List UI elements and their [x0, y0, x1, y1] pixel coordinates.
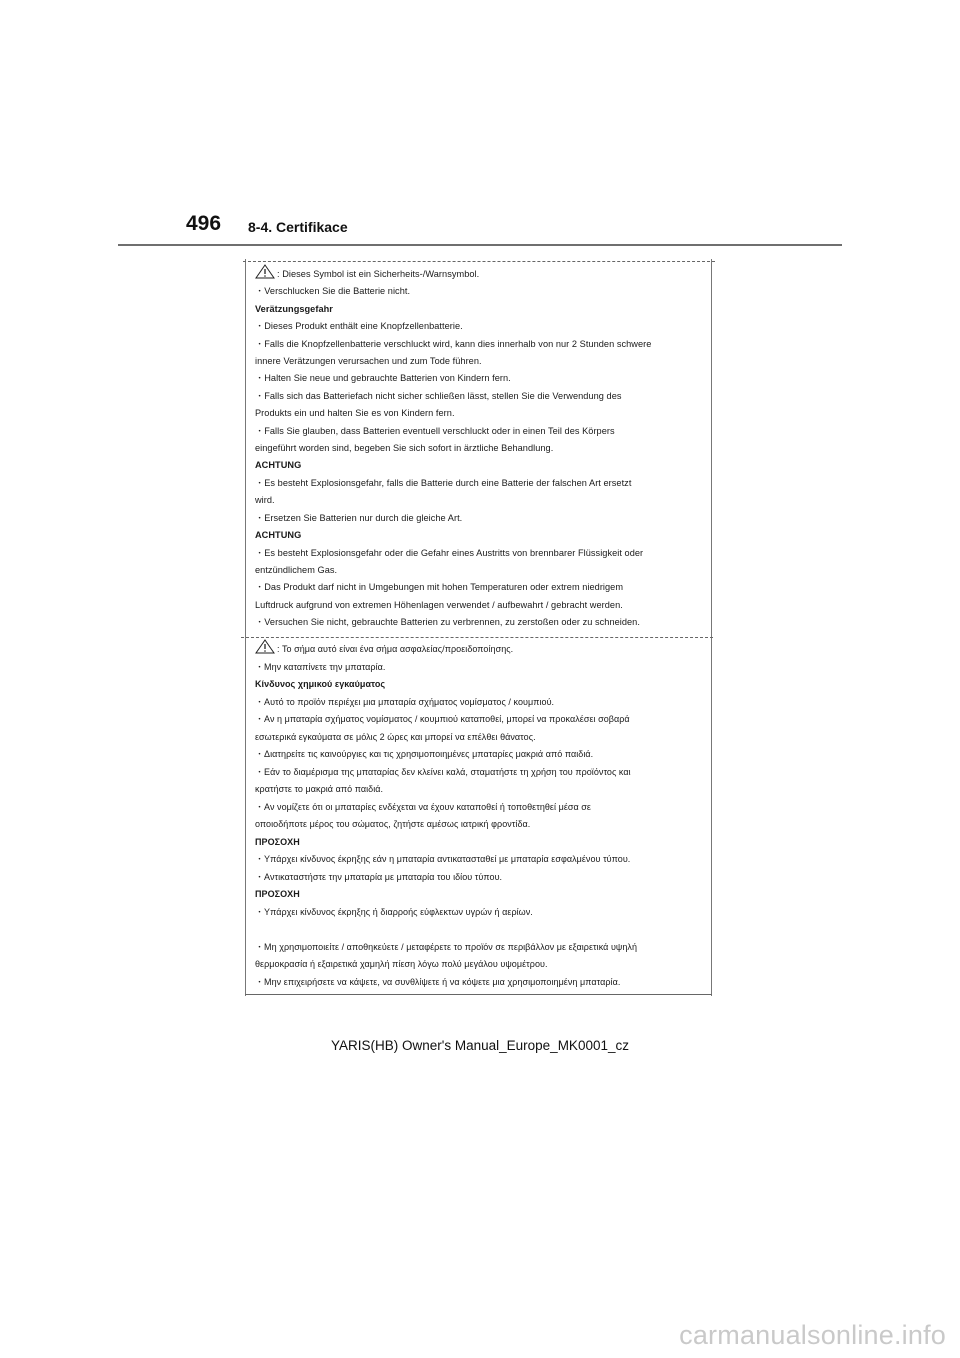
- warning-text-line: [255, 318, 705, 335]
- line-text: ・Versuchen Sie nicht, gebrauchte Batterien zu verbrennen, zu zerstoßen oder zu schneiden.: [255, 617, 640, 628]
- manual-name-footer: YARIS(HB) Owner's Manual_Europe_MK0001_cz: [331, 1038, 629, 1053]
- line-text: Produkts ein und halten Sie es von Kindern fern.: [255, 408, 455, 419]
- line-text: ・Αν νομίζετε ότι οι μπαταρίες ενδέχεται να έχουν καταποθεί ή τοποθετηθεί μέσα σε: [255, 801, 591, 812]
- warning-heading: [255, 834, 705, 852]
- greek-warning-section: [255, 639, 705, 991]
- warning-text-line: [255, 440, 705, 457]
- warning-text-line: [255, 492, 705, 509]
- warning-text-line: [255, 545, 705, 562]
- warning-text-line: [255, 475, 705, 492]
- warning-heading: [255, 301, 705, 318]
- header-divider: [118, 244, 842, 246]
- warning-text-line: [255, 781, 705, 799]
- warning-text-line: [255, 799, 705, 817]
- page-number: 496: [186, 212, 222, 235]
- line-text: ΠΡΟΣΟΧΗ: [255, 889, 300, 899]
- warning-text-line: [255, 597, 705, 614]
- line-text: ・Αυτό το προϊόν περιέχει μια μπαταρία σχήματος νομίσματος / κουμπιού.: [255, 696, 555, 707]
- line-text: ・Διατηρείτε τις καινούργιες και τις χρησιμοποιημένες μπαταρίες μακριά από παιδιά.: [255, 749, 594, 759]
- line-text: ・Ersetzen Sie Batterien nur durch die gleiche Art.: [255, 512, 463, 523]
- line-text: ・Μη χρησιμοποιείτε / αποθηκεύετε / μεταφέρετε το προϊόν σε περιβάλλον με εξαιρετικά υψηλή: [255, 941, 638, 952]
- warning-text-line: [255, 921, 705, 939]
- scan-top-border: [243, 261, 715, 262]
- warning-heading: [255, 676, 705, 694]
- section-title: 8-4. Certifikace: [248, 219, 348, 235]
- warning-text-line: [255, 974, 705, 992]
- line-text: ・Αν η μπαταρία σχήματος νομίσματος / κουμπιού καταποθεί, μπορεί να προκαλέσει σοβαρά: [255, 714, 630, 724]
- line-text: ・Dieses Produkt enthält eine Knopfzellenbatterie.: [255, 321, 463, 332]
- line-text: ・Αντικαταστήστε την μπαταρία με μπαταρία του ιδίου τύπου.: [255, 871, 503, 882]
- line-text: ΠΡΟΣΟΧΗ: [255, 836, 300, 847]
- warning-heading: [255, 457, 705, 474]
- warning-text-line: [255, 336, 705, 353]
- line-text: Κίνδυνος χημικού εγκαύματος: [255, 679, 386, 689]
- warning-text-line: [255, 264, 705, 283]
- warning-triangle-icon: [255, 639, 275, 654]
- line-text: ・Μην καταπίνετε την μπαταρία.: [255, 661, 386, 672]
- warning-text-line: [255, 816, 705, 834]
- line-text: innere Verätzungen verursachen und zum Tode führen.: [255, 356, 482, 367]
- line-text: : Dieses Symbol ist ein Sicherheits-/Warnsymbol.: [277, 269, 480, 279]
- warning-text-line: [255, 711, 705, 729]
- german-warning-section: [255, 264, 705, 632]
- line-text: wird.: [255, 495, 275, 506]
- warning-text-line: [255, 729, 705, 747]
- line-text: ・Υπάρχει κίνδυνος έκρηξης εάν η μπαταρία αντικατασταθεί με μπαταρία εσφαλμένου τύπου.: [255, 854, 631, 864]
- line-text: οποιοδήποτε μέρος του σώματος, ζητήστε αμέσως ιατρική φροντίδα.: [255, 819, 531, 829]
- warning-text-line: [255, 904, 705, 922]
- warning-text-line: [255, 746, 705, 764]
- line-text: : Το σήμα αυτό είναι ένα σήμα ασφαλείας/προειδοποίησης.: [277, 644, 514, 654]
- line-text: ・Es besteht Explosionsgefahr, falls die Batterie durch eine Batterie der falschen Art ersetzt: [255, 477, 632, 488]
- warning-text-line: [255, 764, 705, 782]
- section-divider: [241, 637, 713, 638]
- scanned-label-image: [245, 259, 713, 996]
- warning-text-line: [255, 851, 705, 869]
- scan-left-border: [245, 259, 246, 996]
- line-text: ・Es besteht Explosionsgefahr oder die Gefahr eines Austritts von brennbarer Flüssigkeit oder: [255, 547, 644, 558]
- line-text: ・Falls die Knopfzellenbatterie verschluckt wird, kann dies innerhalb von nur 2 Stunden schwere: [255, 338, 652, 349]
- warning-text-line: [255, 370, 705, 387]
- warning-text-line: [255, 956, 705, 974]
- line-text: εσωτερικά εγκαύματα σε μόλις 2 ώρες και μπορεί να επέλθει θάνατος.: [255, 731, 536, 742]
- scan-bottom-border: [245, 994, 712, 995]
- line-text: ・Υπάρχει κίνδυνος έκρηξης ή διαρροής εύφλεκτων υγρών ή αερίων.: [255, 906, 533, 917]
- warning-triangle-icon: [255, 264, 275, 279]
- warning-text-line: [255, 694, 705, 712]
- line-text: ・Falls sich das Batteriefach nicht sicher schließen lässt, stellen Sie die Verwendung des: [255, 390, 622, 401]
- line-text: Verätzungsgefahr: [255, 303, 333, 314]
- warning-heading: [255, 527, 705, 544]
- warning-text-line: [255, 510, 705, 527]
- warning-heading: [255, 886, 705, 904]
- line-text: ・Μην επιχειρήσετε να κάψετε, να συνθλίψετε ή να κόψετε μια χρησιμοποιημένη μπαταρία.: [255, 976, 621, 987]
- line-text: θερμοκρασία ή εξαιρετικά χαμηλή πίεση λόγω πολύ μεγάλου υψομέτρου.: [255, 959, 548, 969]
- line-text: entzündlichem Gas.: [255, 564, 338, 575]
- line-text: ・Falls Sie glauben, dass Batterien eventuell verschluckt oder in einen Teil des Körpers: [255, 425, 615, 436]
- warning-text-line: [255, 423, 705, 440]
- line-text: ・Εάν το διαμέρισμα της μπαταρίας δεν κλείνει καλά, σταματήστε τη χρήση του προϊόντος και: [255, 766, 631, 777]
- line-text: ・Verschlucken Sie die Batterie nicht.: [255, 286, 411, 297]
- line-text: ・Halten Sie neue und gebrauchte Batterien von Kindern fern.: [255, 373, 511, 384]
- warning-text-line: [255, 939, 705, 957]
- warning-text-line: [255, 659, 705, 677]
- site-watermark: carmanualsonline.info: [679, 1320, 946, 1350]
- warning-text-line: [255, 869, 705, 887]
- line-text: eingeführt worden sind, begeben Sie sich sofort in ärztliche Behandlung.: [255, 443, 554, 454]
- line-text: κρατήστε το μακριά από παιδιά.: [255, 784, 384, 794]
- warning-text-line: [255, 579, 705, 596]
- warning-text-line: [255, 388, 705, 405]
- line-text: ACHTUNG: [255, 530, 302, 541]
- line-text: ・Das Produkt darf nicht in Umgebungen mit hohen Temperaturen oder extrem niedrigem: [255, 582, 624, 593]
- warning-text-line: [255, 639, 705, 659]
- warning-text-line: [255, 562, 705, 579]
- warning-text-line: [255, 405, 705, 422]
- line-text: ACHTUNG: [255, 460, 302, 471]
- warning-text-line: [255, 283, 705, 300]
- line-text: Luftdruck aufgrund von extremen Höhenlagen verwendet / aufbewahrt / gebracht werden.: [255, 599, 623, 610]
- scan-right-border: [711, 259, 712, 996]
- warning-text-line: [255, 614, 705, 631]
- warning-text-line: [255, 353, 705, 370]
